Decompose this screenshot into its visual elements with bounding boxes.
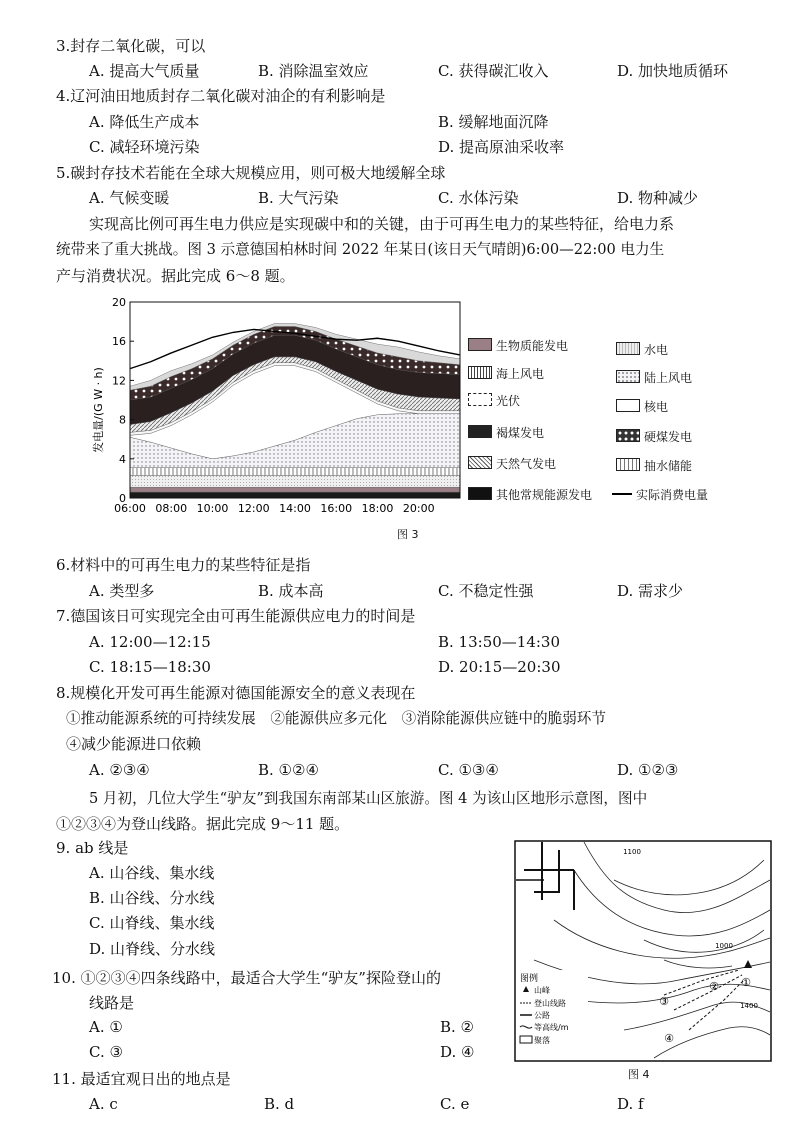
legend-swatch-icon [468, 487, 492, 500]
fig3-legend-item-7 [616, 428, 692, 445]
legend-swatch-icon [468, 456, 492, 469]
q3-option-b[interactable]: B. 消除温室效应 [258, 62, 369, 80]
q10-stem-line2: 线路是 [89, 994, 135, 1012]
q7-stem: 7.德国该日可实现完全由可再生能源供应电力的时间是 [56, 607, 416, 625]
q4-option-b[interactable]: B. 缓解地面沉降 [438, 113, 549, 131]
y-tick-label-2: 8 [119, 413, 126, 427]
q8-statements-line1: ①推动能源系统的可持续发展 ②能源供应多元化 ③消除能源供应链中的脆弱环节 [66, 710, 606, 727]
q10-option-a[interactable]: A. ① [89, 1018, 123, 1036]
q11-stem: 11. 最适宜观日出的地点是 [52, 1070, 231, 1088]
q6-stem: 6.材料中的可再生电力的某些特征是指 [56, 556, 311, 574]
q8-option-a[interactable]: A. ②③④ [89, 761, 150, 779]
q10-option-c[interactable]: C. ③ [89, 1043, 123, 1061]
fig3-legend-item-1 [616, 341, 668, 358]
fig4-legend-title: 图例 [520, 974, 539, 984]
q7-option-b[interactable]: B. 13:50—14:30 [438, 633, 561, 651]
q6-option-b[interactable]: B. 成本高 [258, 582, 324, 600]
q10-option-b[interactable]: B. ② [440, 1018, 475, 1036]
q3-stem: 3.封存二氧化碳，可以 [56, 37, 206, 55]
fig3-legend-label: 核电 [644, 400, 669, 414]
q7-option-a[interactable]: A. 12:00—12:15 [89, 633, 211, 651]
q10-option-d[interactable]: D. ④ [440, 1043, 475, 1061]
legend-swatch-icon [616, 429, 640, 442]
y-tick-label-5: 20 [112, 296, 126, 309]
series-area-1 [130, 487, 460, 492]
fig3-legend-item-3 [616, 369, 692, 386]
x-tick-label-3: 12:00 [237, 502, 270, 515]
legend-swatch-icon [612, 493, 632, 495]
q9-option-c[interactable]: C. 山脊线、集水线 [89, 914, 215, 932]
y-tick-label-1: 4 [119, 452, 126, 466]
q9-option-b[interactable]: B. 山谷线、分水线 [89, 889, 215, 907]
x-tick-label-2: 10:00 [196, 502, 229, 515]
x-tick-label-1: 08:00 [155, 502, 188, 515]
fig3-legend-label: 其他常规能源发电 [496, 488, 593, 502]
q10-stem-line1: 10. ①②③④四条线路中，最适合大学生“驴友”探险登山的 [52, 969, 441, 987]
x-tick-label-6: 18:00 [361, 502, 394, 515]
fig3-legend-label: 天然气发电 [496, 457, 557, 471]
q6-option-c[interactable]: C. 不稳定性强 [438, 582, 534, 600]
legend-swatch-icon [468, 338, 492, 351]
x-tick-label-4: 14:00 [279, 502, 311, 515]
q3-option-a[interactable]: A. 提高大气质量 [89, 62, 200, 80]
legend-swatch-icon [468, 425, 492, 438]
legend-swatch-icon [616, 342, 640, 355]
series-area-2 [130, 475, 460, 487]
svg-text:1400: 1400 [740, 1002, 758, 1010]
q11-option-d[interactable]: D. f [617, 1095, 644, 1113]
fig4-legend-contour: 等高线/m [534, 1023, 569, 1032]
fig4-legend-road: 公路 [534, 1011, 550, 1020]
svg-text:1100: 1100 [623, 848, 641, 856]
q7-option-d[interactable]: D. 20:15—20:30 [438, 658, 561, 676]
fig3-legend-label: 水电 [644, 343, 669, 357]
svg-text:①: ① [741, 976, 751, 989]
x-tick-label-5: 16:00 [320, 502, 353, 515]
fig3-legend-item-11 [612, 486, 708, 503]
fig3-legend-item-10 [468, 486, 592, 503]
x-tick-label-7: 20:00 [402, 502, 435, 515]
q5-option-d[interactable]: D. 物种减少 [617, 189, 699, 207]
q8-statements-line2: ④减少能源进口依赖 [66, 735, 202, 753]
passage1-line2: 统带来了重大挑战。图 3 示意德国柏林时间 2022 年某日(该日天气晴朗)6:00—22:00 电力生 [56, 241, 665, 258]
legend-swatch-icon [616, 458, 640, 471]
fig3-legend-label: 抽水储能 [644, 459, 693, 473]
y-tick-label-0: 0 [119, 492, 126, 505]
q6-option-d[interactable]: D. 需求少 [617, 582, 684, 600]
svg-text:④: ④ [664, 1032, 674, 1045]
q4-stem: 4.辽河油田地质封存二氧化碳对油企的有利影响是 [56, 87, 386, 105]
fig3-legend-label: 陆上风电 [644, 371, 693, 385]
fig3-legend-item-2 [468, 365, 544, 382]
q5-option-a[interactable]: A. 气候变暖 [89, 189, 170, 207]
fig4-legend-route: 登山线路 [534, 999, 566, 1008]
q11-option-a[interactable]: A. c [89, 1095, 118, 1113]
fig3-legend-label: 海上风电 [496, 367, 545, 381]
q3-option-d[interactable]: D. 加快地质循环 [617, 62, 729, 80]
q5-option-c[interactable]: C. 水体污染 [438, 189, 519, 207]
q9-option-d[interactable]: D. 山脊线、分水线 [89, 940, 216, 958]
x-tick-label-0: 06:00 [114, 502, 146, 515]
y-tick-label-4: 16 [112, 335, 126, 349]
fig3-caption: 图 3 [397, 528, 419, 541]
svg-text:1000: 1000 [715, 942, 733, 950]
fig3-legend-label: 光伏 [496, 394, 521, 408]
q3-option-c[interactable]: C. 获得碳汇收入 [438, 62, 549, 80]
q4-option-d[interactable]: D. 提高原油采收率 [438, 138, 565, 156]
passage1-line3: 产与消费状况。据此完成 6～8 题。 [56, 267, 295, 285]
fig3-legend-item-9 [616, 457, 692, 474]
svg-text:③: ③ [659, 995, 669, 1008]
fig3-legend-label: 褐煤发电 [496, 426, 545, 440]
fig4-legend-settlement: 聚落 [534, 1036, 550, 1045]
passage2-line2: ①②③④为登山线路。据此完成 9～11 题。 [56, 815, 350, 833]
fig3-legend-item-4 [468, 392, 520, 409]
fig3-ylabel: 发电量/(G W · h) [92, 367, 105, 453]
q11-option-b[interactable]: B. d [264, 1095, 295, 1113]
y-tick-label-3: 12 [112, 374, 126, 388]
fig3-legend-label: 实际消费电量 [636, 488, 709, 502]
q5-stem: 5.碳封存技术若能在全球大规模应用，则可极大地缓解全球 [56, 164, 446, 182]
q11-option-c[interactable]: C. e [440, 1095, 470, 1113]
q7-option-c[interactable]: C. 18:15—18:30 [89, 658, 211, 676]
q8-option-d[interactable]: D. ①②③ [617, 761, 679, 779]
q4-option-a[interactable]: A. 降低生产成本 [89, 113, 200, 131]
fig3-chart [92, 292, 470, 518]
fig3-legend-item-8 [468, 455, 556, 472]
legend-swatch-icon [616, 370, 640, 383]
q6-option-a[interactable]: A. 类型多 [89, 582, 155, 600]
q8-option-c[interactable]: C. ①③④ [438, 761, 499, 779]
q4-option-c[interactable]: C. 减轻环境污染 [89, 138, 200, 156]
q9-option-a[interactable]: A. 山谷线、集水线 [89, 864, 215, 882]
fig3-legend-item-5 [616, 398, 668, 415]
svg-text:②: ② [709, 980, 719, 993]
q8-option-b[interactable]: B. ①②④ [258, 761, 319, 779]
q9-stem: 9. ab 线是 [56, 839, 129, 857]
q5-option-b[interactable]: B. 大气污染 [258, 189, 339, 207]
q8-stem: 8.规模化开发可再生能源对德国能源安全的意义表现在 [56, 684, 416, 702]
legend-swatch-icon [468, 366, 492, 379]
passage2-line1: 5 月初，几位大学生“驴友”到我国东南部某山区旅游。图 4 为该山区地形示意图，图中 [89, 790, 648, 807]
fig3-legend-item-0 [468, 337, 568, 354]
fig3-legend-label: 生物质能发电 [496, 339, 569, 353]
fig4-legend-peak: 山峰 [534, 986, 550, 995]
series-area-3 [130, 468, 460, 476]
fig3-legend-item-6 [468, 424, 544, 441]
legend-swatch-icon [468, 393, 492, 406]
fig4-caption: 图 4 [628, 1068, 650, 1081]
series-area-0 [130, 492, 460, 498]
fig4-map [514, 840, 772, 1062]
fig3-legend-label: 硬煤发电 [644, 430, 693, 444]
legend-swatch-icon [616, 399, 640, 412]
passage1-line1: 实现高比例可再生电力供应是实现碳中和的关键，由于可再生电力的某些特征，给电力系 [89, 215, 675, 233]
